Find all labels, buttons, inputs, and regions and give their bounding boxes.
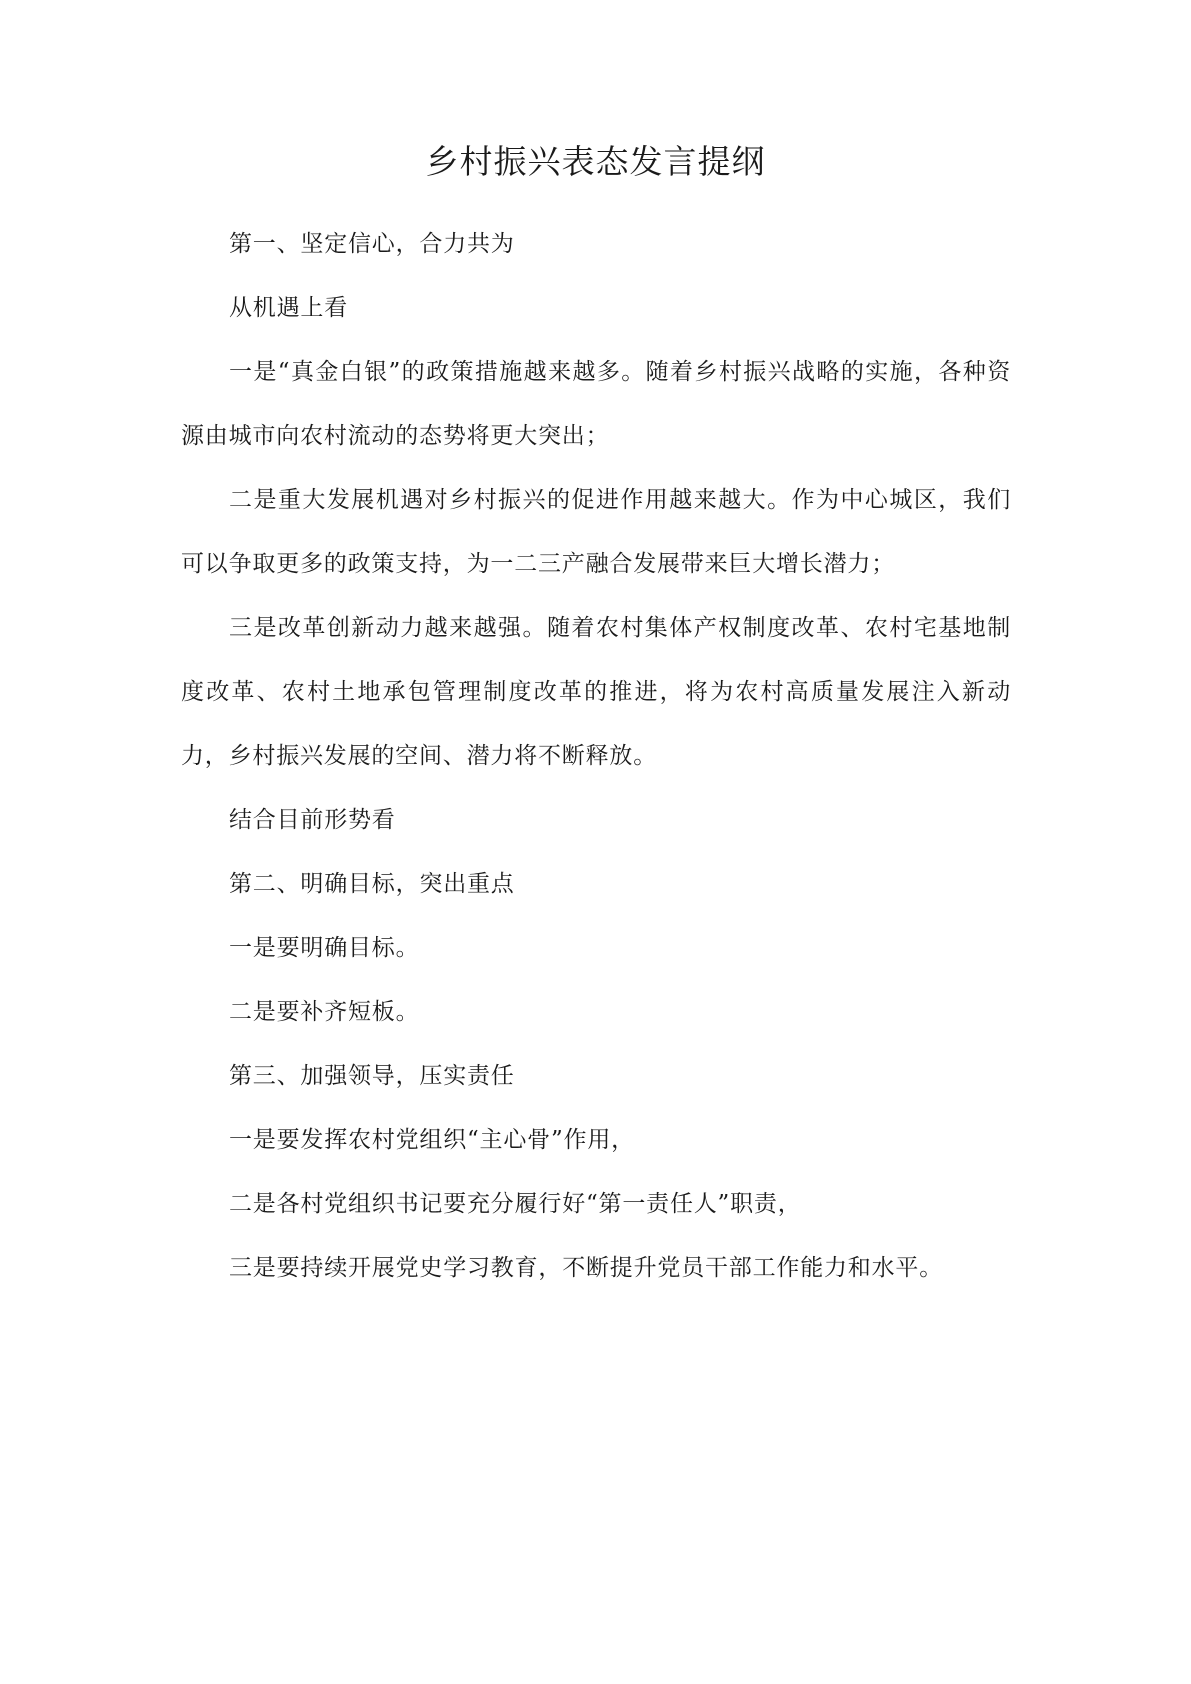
paragraph-leadership-3: 三是要持续开展党史学习教育，不断提升党员干部工作能力和水平。 [229,1255,943,1281]
document-title: 乡村振兴表态发言提纲 [425,142,766,181]
paragraph-opportunity-3: 三是改革创新动力越来越强。随着农村集体产权制度改革、农村宅基地制度改革、农村土地承包管理制度改革的推进，将为农村高质量发展注入新动力，乡村振兴发展的空间、潜力将不断释放。 [181,615,1011,769]
paragraph-leadership-2: 二是各村党组织书记要充分履行好“第一责任人”职责， [229,1191,802,1217]
paragraph-section-1-heading: 第一、坚定信心，合力共为 [229,231,515,257]
paragraph-opportunity-1: 一是“真金白银”的政策措施越来越多。随着乡村振兴战略的实施，各种资源由城市向农村流动的态势将更大突出； [181,359,1011,449]
paragraph-opportunity-2: 二是重大发展机遇对乡村振兴的促进作用越来越大。作为中心城区，我们可以争取更多的政策支持，为一二三产融合发展带来巨大增长潜力； [181,487,1011,577]
document-body [181,212,1011,1300]
paragraph-leadership-1: 一是要发挥农村党组织“主心骨”作用， [229,1127,635,1153]
paragraph-section-2-heading: 第二、明确目标，突出重点 [229,871,515,897]
paragraph-opportunity-subheading: 从机遇上看 [229,295,348,321]
paragraph-section-3-heading: 第三、加强领导，压实责任 [229,1063,515,1089]
paragraph-goal-2: 二是要补齐短板。 [229,999,420,1025]
paragraph-situation-subheading: 结合目前形势看 [229,807,396,833]
paragraph-goal-1: 一是要明确目标。 [229,935,420,961]
